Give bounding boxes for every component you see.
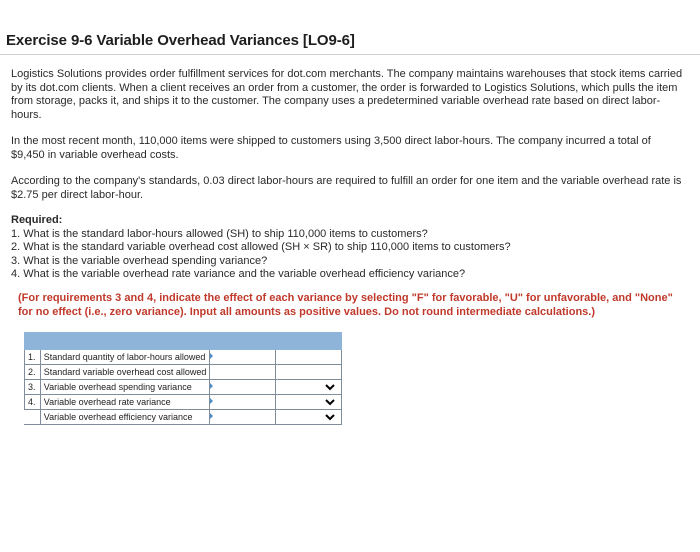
- table-row: [25, 365, 342, 380]
- required-heading: Required:: [11, 214, 63, 226]
- row-label: Standard quantity of labor-hours allowed: [40, 350, 210, 365]
- intro-paragraph: Logistics Solutions provides order fulfillment services for dot.com merchants. The company maintains warehouses that stock items carried by its dot.com clients. When a client receives an order from a customer, the order is forwarded to Logistics Solutions, which pulls the item from storage, packs it, and ships it to the customer. The company uses a predetermined variable overhead rate based on direct labor-hours.: [11, 68, 683, 121]
- effect-cell: [276, 365, 342, 380]
- amount-input-cell[interactable]: [210, 410, 276, 425]
- spending-variance-input[interactable]: [213, 381, 272, 393]
- efficiency-variance-input[interactable]: [213, 411, 272, 423]
- effect-select-cell[interactable]: [276, 380, 342, 395]
- answer-table: [24, 332, 342, 425]
- amount-input-cell[interactable]: [210, 395, 276, 410]
- input-marker-icon: [210, 398, 213, 404]
- input-marker-icon: [210, 383, 213, 389]
- row-number: [25, 410, 41, 425]
- effect-select-cell[interactable]: [276, 395, 342, 410]
- required-item: 1. What is the standard labor-hours allowed (SH) to ship 110,000 items to customers?: [11, 227, 428, 240]
- row-label: Variable overhead spending variance: [40, 380, 210, 395]
- standards-paragraph: According to the company's standards, 0.03 direct labor-hours are required to fulfill an order for one item and the variable overhead rate is $2.75 per direct labor-hour.: [11, 175, 682, 201]
- table-row: [25, 395, 342, 410]
- row-label: Standard variable overhead cost allowed: [40, 365, 210, 380]
- row-number: 1.: [25, 350, 41, 365]
- table-row: [25, 410, 342, 425]
- spending-variance-effect-select[interactable]: [279, 381, 338, 393]
- row-label: Variable overhead efficiency variance: [40, 410, 210, 425]
- efficiency-variance-effect-select[interactable]: [279, 411, 338, 423]
- table-row: [25, 350, 342, 365]
- amount-input-cell[interactable]: [210, 350, 276, 365]
- required-item: 3. What is the variable overhead spending variance?: [11, 254, 268, 267]
- title-divider: [0, 54, 700, 55]
- standard-cost-input[interactable]: [213, 366, 272, 378]
- exercise-title: Exercise 9-6 Variable Overhead Variances [LO9-6]: [6, 32, 355, 49]
- answer-table-header-cell: [25, 333, 342, 350]
- answer-table-header: [25, 333, 342, 350]
- row-number: 3.: [25, 380, 41, 395]
- row-number: 2.: [25, 365, 41, 380]
- rate-variance-input[interactable]: [213, 396, 272, 408]
- amount-input-cell[interactable]: [210, 365, 276, 380]
- recent-month-paragraph: In the most recent month, 110,000 items were shipped to customers using 3,500 direct labor-hours. The company incurred a total of $9,450 in variable overhead costs.: [11, 135, 651, 161]
- input-marker-icon: [210, 413, 213, 419]
- rate-variance-effect-select[interactable]: [279, 396, 338, 408]
- table-row: [25, 380, 342, 395]
- effect-cell: [276, 350, 342, 365]
- effect-select-cell[interactable]: [276, 410, 342, 425]
- standard-hours-input[interactable]: [213, 351, 272, 363]
- required-item: 4. What is the variable overhead rate variance and the variable overhead efficiency variance?: [11, 268, 466, 280]
- amount-input-cell[interactable]: [210, 380, 276, 395]
- input-marker-icon: [210, 353, 213, 359]
- row-label: Variable overhead rate variance: [40, 395, 210, 410]
- instructions-text: (For requirements 3 and 4, indicate the effect of each variance by selecting "F" for favorable, "U" for unfavorable, and "None" for no effect (i.e., zero variance). Input all amounts as positive values. Do not round intermediate calculations.): [18, 292, 673, 318]
- required-section: [11, 214, 683, 282]
- row-number: 4.: [25, 395, 41, 410]
- required-item: 2. What is the standard variable overhead cost allowed (SH × SR) to ship 110,000 items to customers?: [11, 241, 511, 253]
